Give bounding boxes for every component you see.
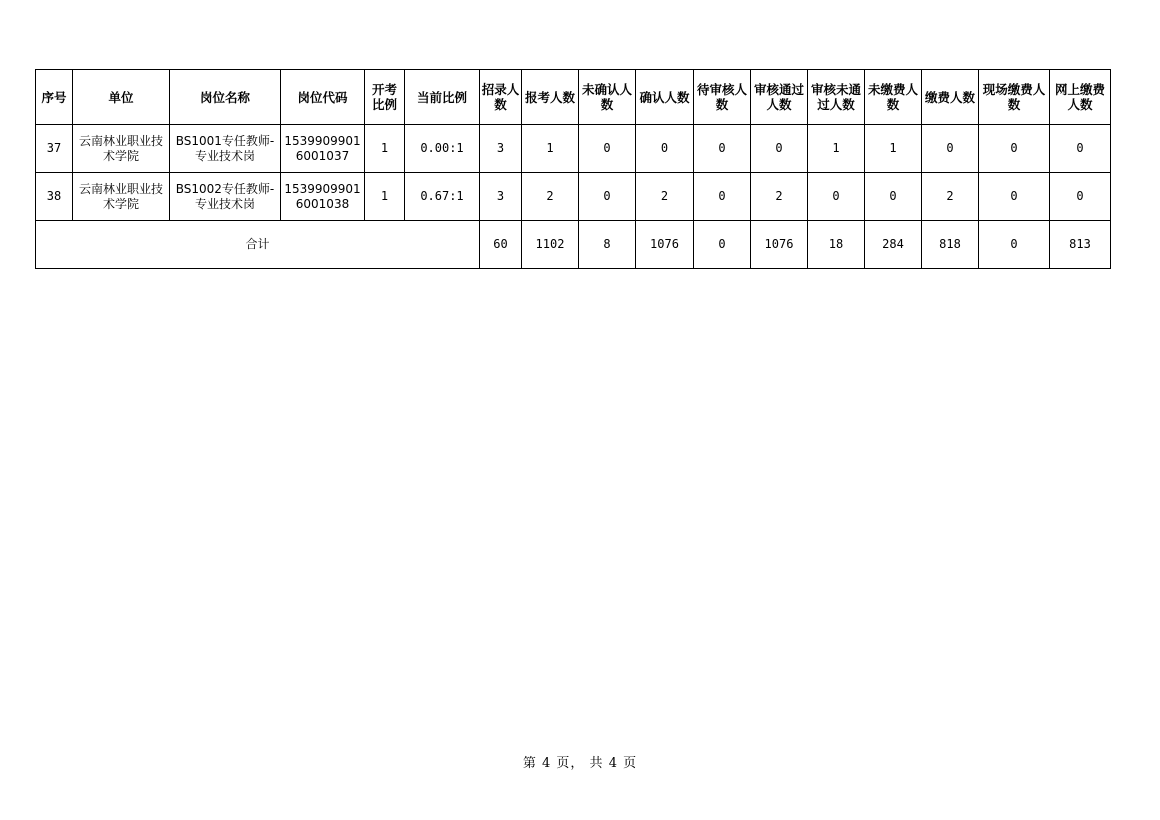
cell-seq: 38 (36, 173, 73, 221)
cell-unit: 云南林业职业技术学院 (73, 125, 170, 173)
cell-open-ratio: 1 (365, 125, 405, 173)
cell-confirmed: 2 (636, 173, 694, 221)
cell-paid: 0 (922, 125, 979, 173)
cell-review-failed: 0 (808, 173, 865, 221)
total-confirmed: 1076 (636, 221, 694, 269)
cell-recruit: 3 (480, 125, 522, 173)
cell-review-passed: 0 (751, 125, 808, 173)
cell-review-passed: 2 (751, 173, 808, 221)
cell-review-failed: 1 (808, 125, 865, 173)
header-unconfirmed: 未确认人数 (579, 70, 636, 125)
cell-pending-review: 0 (694, 125, 751, 173)
table-row (36, 173, 1111, 221)
total-label: 合计 (36, 221, 480, 269)
table-total-row (36, 221, 1111, 269)
header-pending-review: 待审核人数 (694, 70, 751, 125)
total-pending-review: 0 (694, 221, 751, 269)
header-review-passed: 审核通过人数 (751, 70, 808, 125)
cell-open-ratio: 1 (365, 173, 405, 221)
total-recruit: 60 (480, 221, 522, 269)
cell-unit: 云南林业职业技术学院 (73, 173, 170, 221)
cell-unconfirmed: 0 (579, 173, 636, 221)
header-unit: 单位 (73, 70, 170, 125)
cell-onsite-paid: 0 (979, 173, 1050, 221)
header-position-name: 岗位名称 (170, 70, 281, 125)
page-number-footer: 第 4 页， 共 4 页 (522, 756, 638, 771)
total-onsite-paid: 0 (979, 221, 1050, 269)
header-paid: 缴费人数 (922, 70, 979, 125)
total-review-failed: 18 (808, 221, 865, 269)
total-online-paid: 813 (1050, 221, 1111, 269)
cell-current-ratio: 0.67:1 (405, 173, 480, 221)
header-review-failed: 审核未通过人数 (808, 70, 865, 125)
cell-online-paid: 0 (1050, 173, 1111, 221)
header-unpaid: 未缴费人数 (865, 70, 922, 125)
header-onsite-paid: 现场缴费人数 (979, 70, 1050, 125)
cell-unpaid: 1 (865, 125, 922, 173)
total-unpaid: 284 (865, 221, 922, 269)
header-seq: 序号 (36, 70, 73, 125)
table-row (36, 125, 1111, 173)
cell-current-ratio: 0.00:1 (405, 125, 480, 173)
cell-confirmed: 0 (636, 125, 694, 173)
cell-position-code: 15399099016001038 (281, 173, 365, 221)
table-header-row (36, 70, 1111, 125)
total-paid: 818 (922, 221, 979, 269)
cell-applied: 1 (522, 125, 579, 173)
cell-applied: 2 (522, 173, 579, 221)
cell-onsite-paid: 0 (979, 125, 1050, 173)
header-applied: 报考人数 (522, 70, 579, 125)
cell-online-paid: 0 (1050, 125, 1111, 173)
registration-stats-table (35, 69, 1111, 269)
cell-unconfirmed: 0 (579, 125, 636, 173)
cell-position-name: BS1002专任教师-专业技术岗 (170, 173, 281, 221)
total-review-passed: 1076 (751, 221, 808, 269)
cell-unpaid: 0 (865, 173, 922, 221)
total-applied: 1102 (522, 221, 579, 269)
header-online-paid: 网上缴费人数 (1050, 70, 1111, 125)
total-unconfirmed: 8 (579, 221, 636, 269)
cell-paid: 2 (922, 173, 979, 221)
cell-pending-review: 0 (694, 173, 751, 221)
cell-position-name: BS1001专任教师-专业技术岗 (170, 125, 281, 173)
header-position-code: 岗位代码 (281, 70, 365, 125)
header-recruit: 招录人数 (480, 70, 522, 125)
header-open-ratio: 开考比例 (365, 70, 405, 125)
header-current-ratio: 当前比例 (405, 70, 480, 125)
cell-seq: 37 (36, 125, 73, 173)
cell-position-code: 15399099016001037 (281, 125, 365, 173)
cell-recruit: 3 (480, 173, 522, 221)
header-confirmed: 确认人数 (636, 70, 694, 125)
